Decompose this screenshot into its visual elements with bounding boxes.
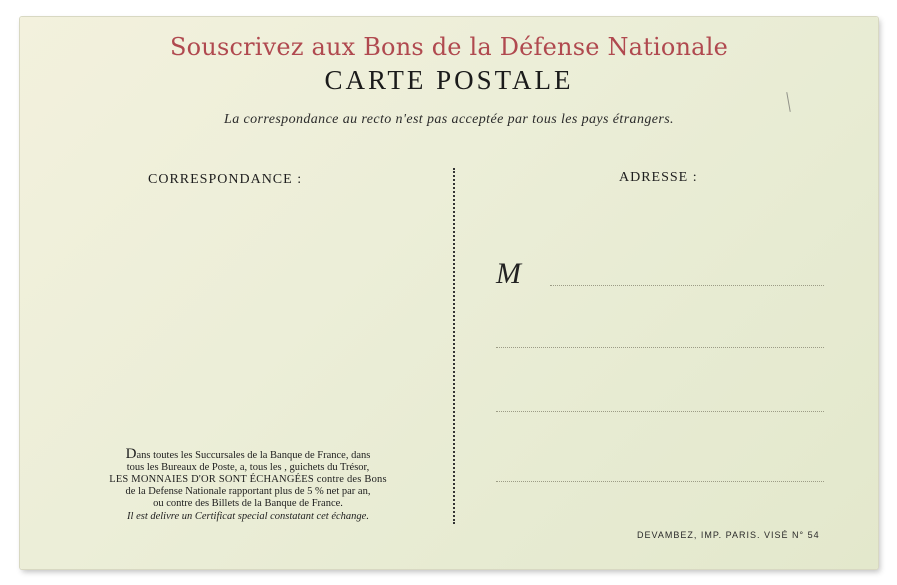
postcard [20,17,878,569]
info-line-5: ou contre des Billets de la Banque de France. [153,498,343,509]
adresse-label: ADRESSE : [619,170,698,185]
center-divider [453,168,455,524]
info-line-4: de la Defense Nationale rapportant plus de 5 % net par an, [125,486,371,497]
correspondance-label: CORRESPONDANCE : [148,172,303,187]
info-line-2: tous les Bureaux de Poste, a, tous les , guichets du Trésor, [126,462,370,473]
printer-imprint: DEVAMBEZ, IMP. PARIS. VISÉ N° 54 [637,530,820,540]
page-title: CARTE POSTALE [324,65,574,95]
address-line-2[interactable] [496,347,824,348]
info-line-1-text: ans toutes les Succursales de la Banque de France, dans [136,450,371,461]
address-line-1[interactable] [550,285,824,286]
gold-exchange-notice [80,446,416,523]
address-line-4[interactable] [496,481,824,482]
foreign-notice: La correspondance au recto n'est pas acceptée par tous les pays étrangers. [224,112,674,127]
info-line-3: LES MONNAIES D'OR SONT ÉCHANGÉES contre des Bons [109,474,387,485]
info-line-6: Il est delivre un Certificat special constatant cet échange. [127,511,369,522]
recipient-prefix: M [496,257,521,290]
info-dropcap: D [125,446,137,462]
info-line-1 [80,446,416,462]
headline: Souscrivez aux Bons de la Défense Nationale [170,33,728,61]
address-line-3[interactable] [496,411,824,412]
